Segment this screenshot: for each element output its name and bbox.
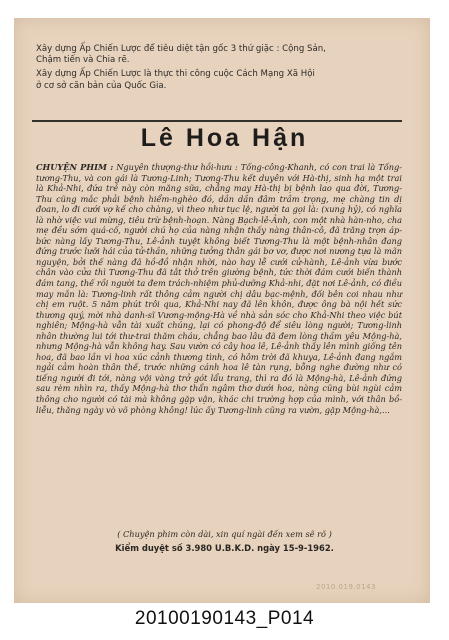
synopsis-paragraph [36,162,402,415]
film-title: Lê Hoa Hận [140,124,309,152]
slogan-line-4: ở cơ sở căn bản của Quốc Gia. [36,80,167,91]
archive-stamp: 2010.019.0143 [316,583,376,591]
slogan-line-1: Xây dựng Ấp Chiến Lược để tiêu diệt tận gốc 3 thứ giặc : Cộng Sản, [36,44,326,54]
synopsis-text: Nguyên thượng-thư hồi-hưu : Tống-công-Khanh, có con trai là Tống-tương-Thu, và con gái là Tương-Linh; Tương-Thu kết duyên với Hà-thị, sinh hạ một trai là Khả-Nhi, đứa trẻ này còn măng sữa, chẳng may Hà-thị bị bệnh lao qua đời, Tương-Thu cũng mắc phải bệnh hiểm-nghèo đó, dần dần đâm trầm trọng, mẹ chàng tin dị đoan, lo đi cưới vợ kế cho chàng, vì theo như tục lệ, người ta gọi là: (xung hỷ), có nghĩa là nhờ việc vui mừng, tiêu trừ bệnh-hoạn. Nàng Bạch-lê-Ảnh, con một nhà hàn-nho, cha mẹ đều sớm quá-cố, người chú họ của nàng nhận thấy nàng thân-cô, đã trăng trợn áp-bức nàng lấy Tương-Thu, Lê-ảnh tuyệt không biết Tương-Thu là một bệnh-nhân đang đứng trước lưỡi hái của tử-thần, những tưởng thân gái bơ vơ, được nơi nương tựa là mãn nguyện, bởi thế nàng đã hồ-đồ nhận nhời, nào hay lễ cưới cử-hành, Lê-ảnh vừa bước chân vào cửa thì Tương-Thu đã tắt thở trên giường bệnh, tức thời đám cưới biến thành đám tang, thế rồi người ta đem trách-nhiệm phủ-dưỡng Khả-nhi, đặt nơi Lê-ảnh, có điều may mắn là: Tương-linh rất thông cảm người chị dâu bạc-mệnh, đối bên coi nhau như chị em ruột. 5 năm phút trôi qua, Khả-Nhi nay đã lên khôn, được ông bà nội hết sức thương quý, mời nhà danh-sĩ Vương-mộng-Hà về nhà sản sóc cho Khả-Nhi theo việc bút nghiên; Mộng-hà vẫn tài xuất chúng, lại có phong-độ để siêu lòng người; Tương-linh nhân thường lui tới thư-trai thăm cháu, chẳng bao lâu đã đem lòng thầm yêu Mộng-hà, nhưng Mộng-hà vẫn không hay. Sau vườn có cây hoa lê, Lê-ảnh thấy lên mình giống tên hoa, đã bao lần vì hoa xúc cảnh thương tình, có hôm trời đã khuya, Lê-ảnh đang ngắm ngải cảm hoàn thân thế, trước những cánh hoa lê tàn rụng, bỗng nghe đường như có tiếng người đi tới, nàng vội vàng trở gót lẩu trang, thì ra đó là Mộng-hà, Lê-ảnh đứng sau rèm nhìn ra, thấy Mộng-hà thơ thẩn ngâm thơ dưới hoa, nàng cũng bùi ngùi cảm thông cho người có tài mà không gặp vận, khác chi trường hợp của mình, với thân bồ-liễu, thăng ngày vò võ phòng không! lúc ấy Tương-linh cũng ra vườn, gặp Mộng-hà,... [36,162,402,415]
image-caption: 20100190143_P014 [134,608,315,629]
closing-note: ( Chuyện phim còn dài, xin quí ngài đến xem sẽ rõ ) [117,529,332,539]
synopsis-label: CHUYỆN PHIM : [36,162,114,172]
slogan-line-3: Xây dựng Ấp Chiến Lược là thực thi công cuộc Cách Mạng Xã Hội [36,69,315,80]
slogan-line-2: Chậm tiến và Chia rẽ. [36,55,130,66]
censorship-line: Kiểm duyệt số 3.980 U.B.K.D. ngày 15-9-1962. [115,543,334,553]
slogan-block [36,44,406,92]
divider-rule [32,120,402,122]
